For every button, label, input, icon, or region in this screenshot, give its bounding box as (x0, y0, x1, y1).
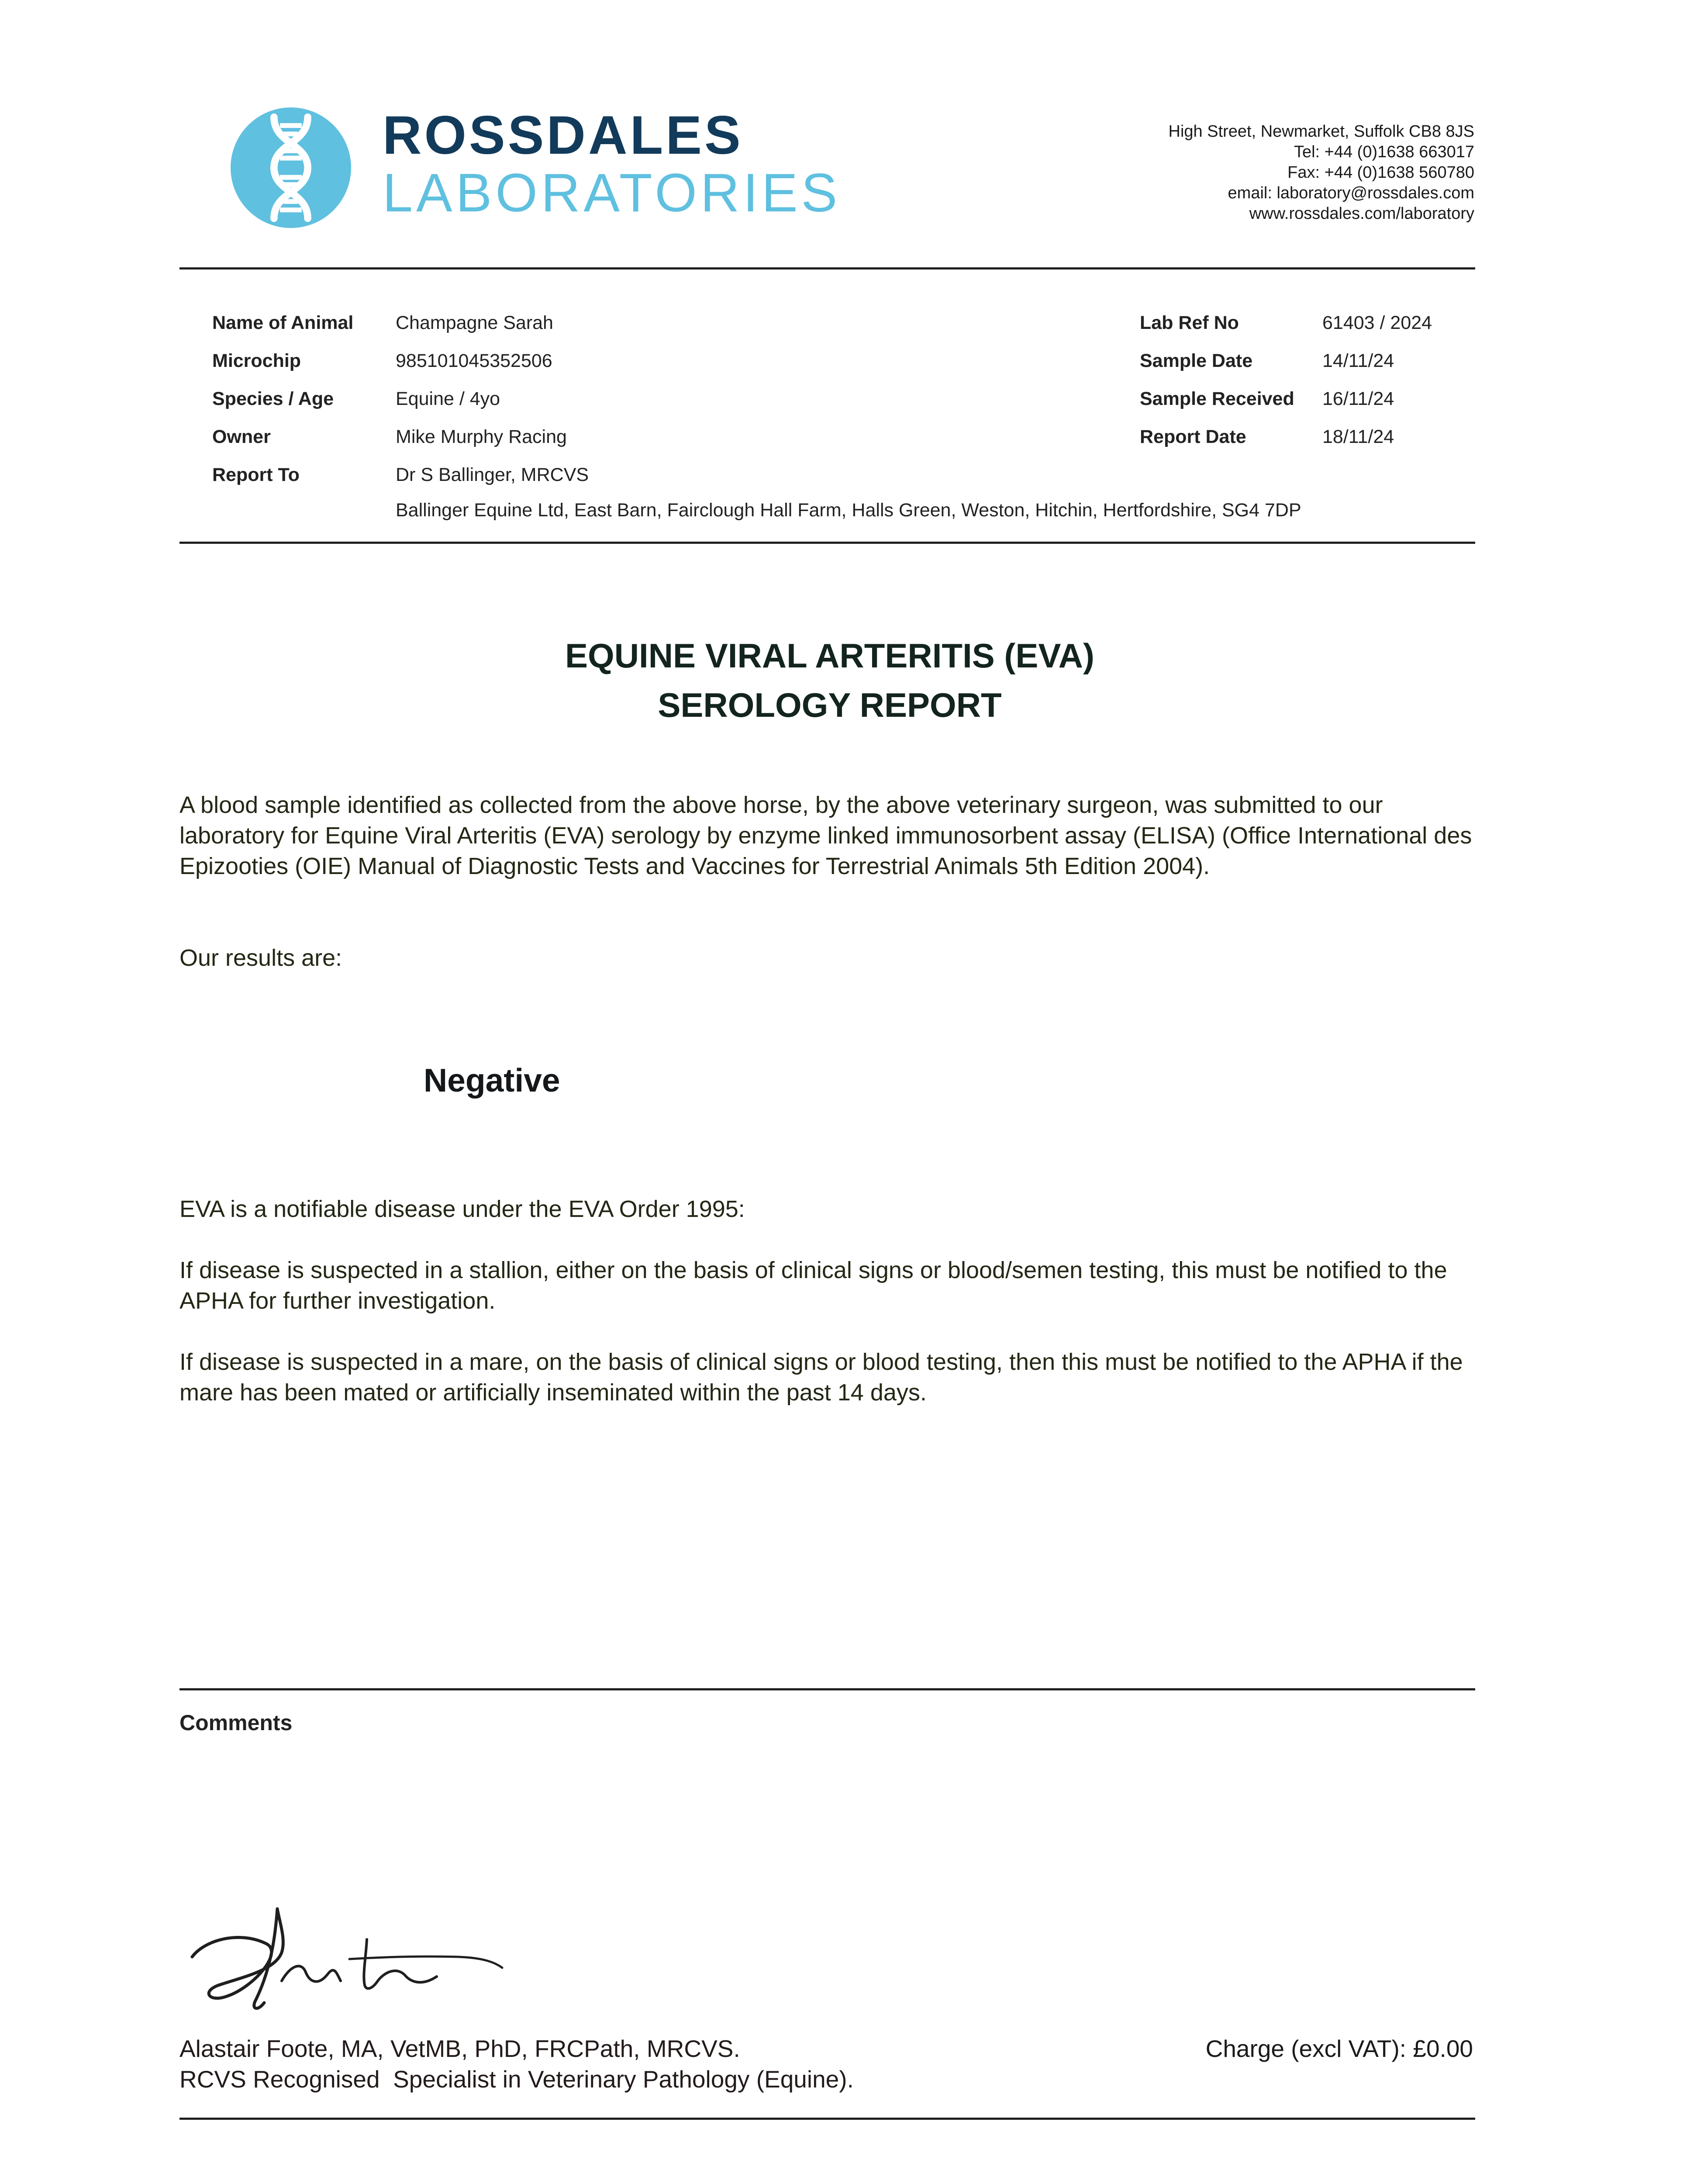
name-label: Name of Animal (212, 312, 354, 333)
signature-image (179, 1891, 515, 2018)
species-age-value: Equine / 4yo (396, 388, 500, 409)
sample-received-value: 16/11/24 (1322, 388, 1394, 409)
dna-logo-icon (231, 107, 351, 228)
report-to-value: Dr S Ballinger, MRCVS (396, 464, 589, 485)
notifiable-statement: EVA is a notifiable disease under the EVA Order 1995: (179, 1196, 745, 1222)
sample-received-label: Sample Received (1140, 388, 1294, 409)
lab-ref-value: 61403 / 2024 (1322, 312, 1432, 333)
results-lead: Our results are: (179, 945, 342, 971)
sample-date-label: Sample Date (1140, 350, 1253, 371)
name-value: Champagne Sarah (396, 312, 553, 333)
report-title (0, 631, 1659, 730)
charge-text: Charge (excl VAT): £0.00 (1205, 2035, 1473, 2062)
signer-name: Alastair Foote, MA, VetMB, PhD, FRCPath, MRCVS. (179, 2035, 740, 2062)
mare-note: If disease is suspected in a mare, on the basis of clinical signs or blood testing, then this must be notified to the APHA if the mare has been mated or artificially inseminated within the past 14 days. (179, 1349, 1463, 1406)
signer-specialism: RCVS Recognised Specialist in Veterinary Pathology (Equine). (179, 2066, 854, 2093)
lab-ref-label: Lab Ref No (1140, 312, 1239, 333)
comments-label: Comments (179, 1711, 293, 1735)
header-divider (179, 267, 1475, 270)
logo-title: ROSSDALES (383, 105, 743, 166)
stallion-note: If disease is suspected in a stallion, either on the basis of clinical signs or blood/semen testing, this must be notified to the APHA for further investigation. (179, 1257, 1447, 1314)
signer-block (179, 2033, 854, 2094)
report-to-label: Report To (212, 464, 300, 485)
logo-subtitle: LABORATORIES (383, 163, 841, 223)
intro-paragraph: A blood sample identified as collected from the above horse, by the above veterinary surgeon, was submitted to our laboratory for Equine Viral Arteritis (EVA) serology by enzyme linked immunosorbent assay (ELISA) (Office International des Epizooties (OIE) Manual of Diagnostic Tests and Vaccines for Terrestrial Animals 5th Edition 2004). (179, 792, 1472, 879)
report-to-address: Ballinger Equine Ltd, East Barn, Fairclough Hall Farm, Halls Green, Weston, Hitchin, Hertfordshire, SG4 7DP (396, 500, 1301, 521)
contact-email[interactable]: email: laboratory@rossdales.com (1228, 184, 1474, 202)
footer-divider (179, 2118, 1475, 2120)
report-title-line2: SEROLOGY REPORT (658, 686, 1002, 725)
contact-tel: Tel: +44 (0)1638 663017 (1294, 143, 1474, 161)
contact-address: High Street, Newmarket, Suffolk CB8 8JS (1168, 122, 1474, 141)
result-value: Negative (424, 1062, 560, 1099)
owner-value: Mike Murphy Racing (396, 426, 567, 447)
sample-date-value: 14/11/24 (1322, 350, 1394, 371)
microchip-label: Microchip (212, 350, 301, 371)
owner-label: Owner (212, 426, 271, 447)
report-date-label: Report Date (1140, 426, 1246, 447)
microchip-value: 985101045352506 (396, 350, 552, 371)
comments-divider (179, 1688, 1475, 1690)
details-divider (179, 542, 1475, 544)
contact-fax: Fax: +44 (0)1638 560780 (1287, 163, 1474, 182)
report-date-value: 18/11/24 (1322, 426, 1394, 447)
contact-block (994, 121, 1474, 224)
report-title-line1: EQUINE VIRAL ARTERITIS (EVA) (565, 636, 1094, 675)
species-age-label: Species / Age (212, 388, 334, 409)
contact-website[interactable]: www.rossdales.com/laboratory (1249, 204, 1474, 223)
